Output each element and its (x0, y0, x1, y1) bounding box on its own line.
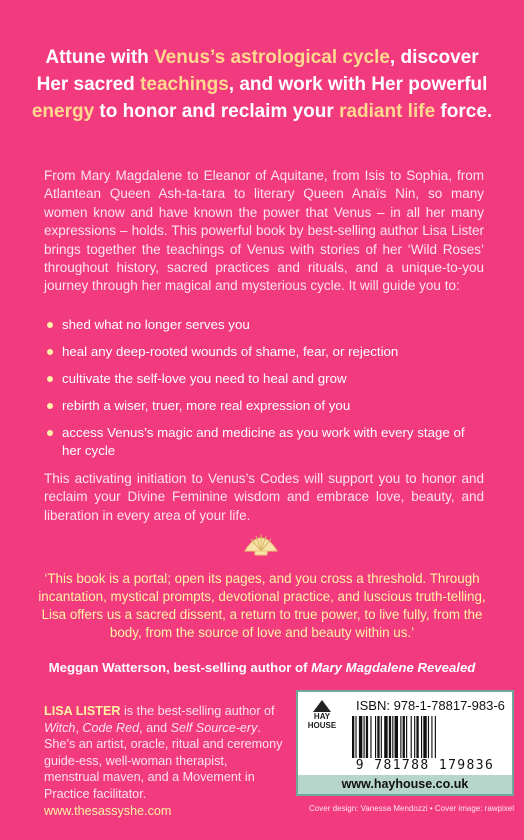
author-name: LISA LISTER (44, 704, 121, 718)
headline (30, 44, 494, 125)
author-bio-text: , (75, 720, 83, 735)
list-item (44, 370, 484, 388)
author-book-title: Code Red (82, 720, 140, 735)
author-book-title: Witch (44, 720, 76, 735)
list-item-text: cultivate the self-love you need to heal and grow (62, 371, 347, 386)
list-item-text: access Venus’s magic and medicine as you work with every stage of her cycle (62, 425, 465, 458)
headline-highlight: Venus’s astrological cycle (154, 47, 390, 68)
isbn-label: ISBN: 978-1-78817-983-6 (356, 698, 505, 713)
barcode-box (296, 690, 514, 796)
publisher-logo (304, 700, 340, 752)
dot-icon (47, 403, 53, 409)
publisher-logo-text: HOUSE (307, 721, 337, 730)
dot-icon (47, 349, 53, 355)
seashell-icon (241, 531, 281, 557)
dot-icon (47, 376, 53, 382)
author-website[interactable]: www.thesassyshe.com (44, 803, 172, 818)
headline-highlight: energy (31, 101, 95, 122)
publisher-logo-text: HAY (313, 712, 331, 721)
headline-highlight: radiant life (339, 101, 436, 122)
list-item-text: shed what no longer serves you (62, 317, 250, 332)
headline-part: , and work with Her powerful (228, 74, 488, 95)
headline-part: , discover Her sacred (36, 47, 479, 95)
headline-part: force. (435, 101, 493, 122)
list-item-text: heal any deep-rooted wounds of shame, fear, or rejection (62, 344, 399, 359)
author-book-title: Self Source-ery (170, 720, 258, 735)
benefit-list (44, 316, 484, 469)
headline-highlight: teachings (140, 74, 229, 95)
headline-part: to honor and reclaim your (94, 101, 340, 122)
testimonial-quote: ‘This book is a portal; open its pages, and you cross a threshold. Through incantation, mystical prompts, devotional practice, and luscious truth-telling, Lisa offers us a sacred dissent, a return to true power, to live fully, from the body, from the source of love and beauty within us.’ (38, 571, 486, 640)
testimonial-attribution (30, 660, 494, 675)
barcode-icon (352, 716, 502, 758)
list-item (44, 424, 484, 460)
list-item-text: rebirth a wiser, truer, more real expression of you (62, 398, 351, 413)
author-bio-text: . She’s an artist, oracle, ritual and ceremony guide-ess, well-woman therapist, menstrual maven, and a Movement in Practice facilitator. (44, 720, 283, 801)
list-item (44, 316, 484, 334)
headline-part: Attune with (45, 47, 155, 68)
list-item (44, 343, 484, 361)
author-bio (44, 703, 284, 819)
barcode-number: 9 781788 179836 (355, 758, 495, 773)
house-icon (313, 700, 331, 712)
attribution-text: Meggan Watterson, best-selling author of (48, 660, 312, 675)
author-bio-text: , and (139, 720, 171, 735)
attribution-book: Mary Magdalene Revealed (311, 660, 476, 675)
list-item (44, 397, 484, 415)
dot-icon (47, 322, 53, 328)
author-bio-text: is the best-selling author of (120, 704, 275, 718)
intro-paragraph: From Mary Magdalene to Eleanor of Aquitane, from Isis to Sophia, from Atlantean Queen Ash-ta-tara to literary Queen Anaïs Nin, so many women know and have known the power that Venus – in all her many expressions – holds. This powerful book by best-selling author Lisa Lister brings together the teachings of Venus with stories of her ‘Wild Roses’ throughout history, sacred practices and rituals, and a unique-to-you journey through her magical and mysterious cycle. It will guide you to: (44, 168, 484, 294)
publisher-website[interactable]: www.hayhouse.co.uk (298, 775, 512, 794)
dot-icon (47, 430, 53, 436)
closing-paragraph: This activating initiation to Venus’s Codes will support you to honor and reclaim your Divine Feminine wisdom and embrace love, beauty, and liberation in every area of your life. (44, 471, 484, 523)
cover-credits: Cover design: Vanessa Mendozzi • Cover image: rawpixel (309, 804, 514, 813)
